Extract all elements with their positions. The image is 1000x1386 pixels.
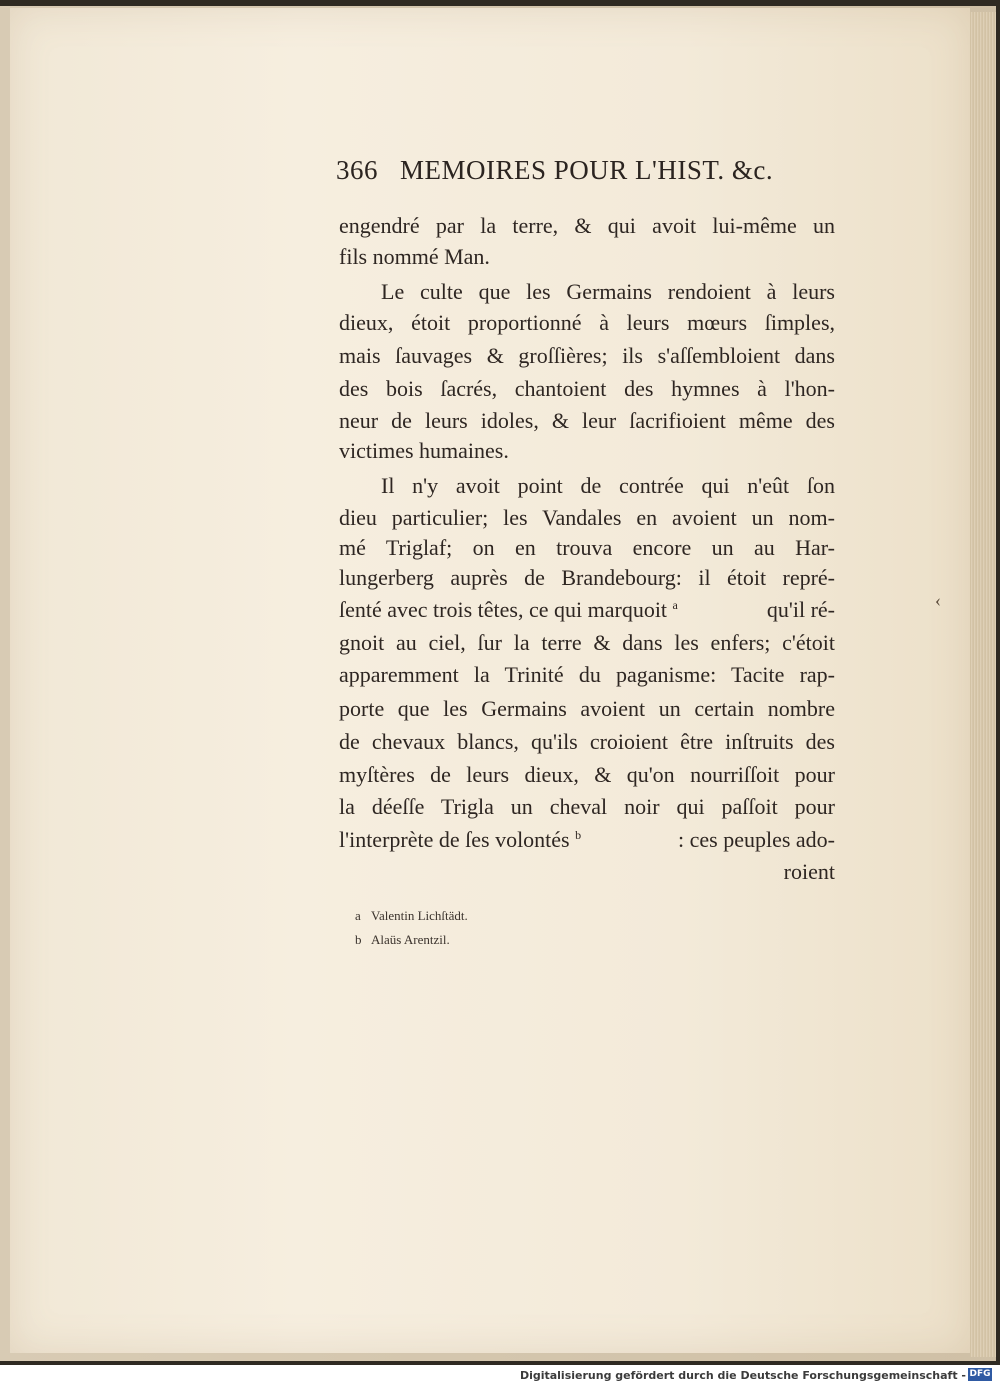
- text-line: neur de leurs idoles, & leur ſacrifioient même des: [339, 408, 835, 433]
- text-line: [339, 595, 835, 625]
- running-header: [336, 155, 836, 195]
- text-line: la déeſſe Trigla un cheval noir qui paſſoit pour: [339, 794, 835, 819]
- page-number: 366: [336, 155, 378, 185]
- text-line: engendré par la terre, & qui avoit lui-même un: [339, 213, 835, 238]
- page-edges: [970, 12, 996, 1357]
- text-line: mais ſauvages & groſſières; ils s'aſſembloient dans: [339, 343, 835, 368]
- text-line: lungerberg auprès de Brandebourg: il étoit repré-: [339, 565, 835, 590]
- text-segment: ſenté avec trois têtes, ce qui marquoit: [339, 597, 668, 622]
- text-line: mé Triglaf; on en trouva encore un au Har-: [339, 535, 835, 560]
- text-line: fils nommé Man.: [339, 244, 490, 269]
- text-segment: qu'il ré-: [766, 597, 835, 622]
- footnote-text: Alaüs Arentzil.: [371, 932, 450, 947]
- footnotes: [355, 906, 655, 954]
- footnote: [355, 930, 655, 954]
- text-line: gnoit au ciel, ſur la terre & dans les enfers; c'étoit: [339, 630, 835, 655]
- running-title: MEMOIRES POUR L'HIST. &c.: [400, 155, 774, 185]
- text-segment: : ces peuples ado-: [678, 827, 835, 852]
- text-line: dieux, étoit proportionné à leurs mœurs ſimples,: [339, 310, 835, 335]
- footnote-marker: a: [355, 908, 361, 923]
- text-line: porte que les Germains avoient un certain nombre: [339, 696, 835, 721]
- footnote-marker: b: [355, 932, 362, 947]
- text-line: myſtères de leurs dieux, & qu'on nourriſſoit pour: [339, 762, 835, 787]
- text-line: [339, 825, 835, 855]
- note-ref: b: [575, 828, 582, 842]
- dfg-logo: DFG: [969, 1369, 991, 1379]
- text-line: apparemment la Trinité du paganisme: Tacite rap-: [339, 662, 835, 687]
- text-line: Le culte que les Germains rendoient à leurs: [381, 279, 835, 304]
- footnote: [355, 906, 655, 930]
- digitization-credit: Digitalisierung gefördert durch die Deutsche Forschungsgemeinschaft -: [519, 1369, 966, 1382]
- footnote-text: Valentin Lichſtädt.: [371, 908, 468, 923]
- text-line: des bois ſacrés, chantoient des hymnes à l'hon-: [339, 376, 835, 401]
- text-line: dieu particulier; les Vandales en avoient un nom-: [339, 505, 835, 530]
- text-line: victimes humaines.: [339, 438, 509, 463]
- text-line: de chevaux blancs, qu'ils croioient être inſtruits des: [339, 729, 835, 754]
- note-ref: a: [672, 598, 678, 612]
- catchword: roient: [783, 859, 835, 884]
- text-line: Il n'y avoit point de contrée qui n'eût ſon: [381, 473, 835, 498]
- text-segment: l'interprète de ſes volontés: [339, 827, 570, 852]
- margin-mark: ‹: [935, 590, 941, 610]
